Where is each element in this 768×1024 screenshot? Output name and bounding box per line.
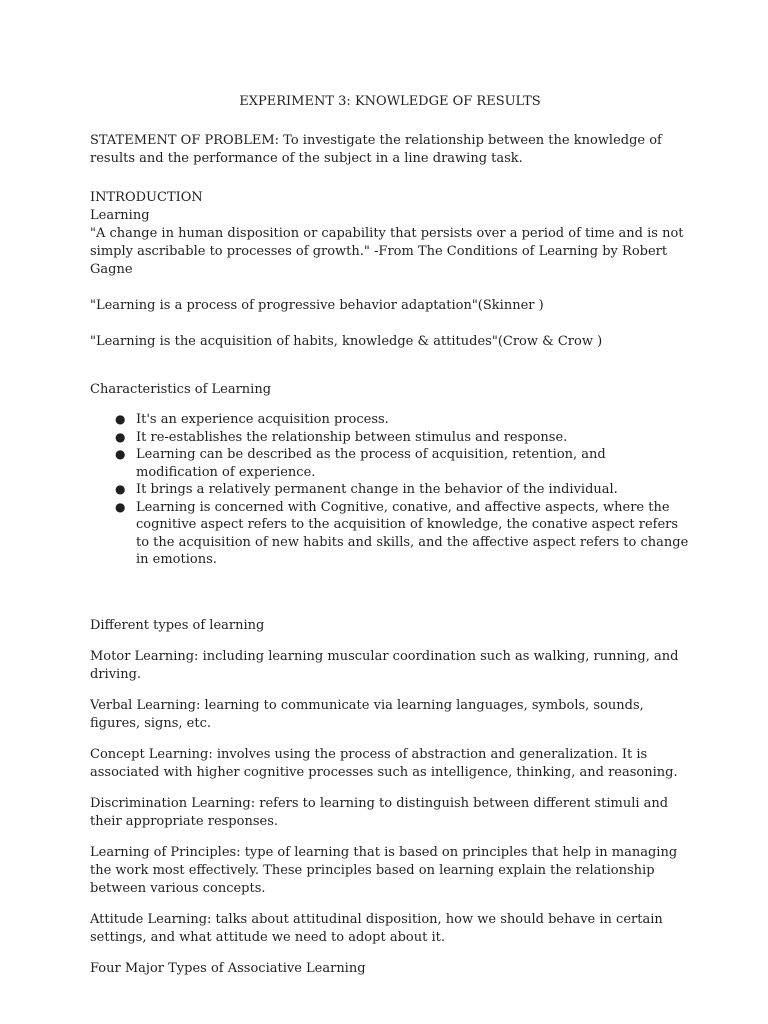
characteristics-list <box>90 411 690 569</box>
learning-subheading: Learning <box>90 208 150 223</box>
document-page <box>90 93 690 978</box>
list-item: ● Learning can be described as the process of acquisition, retention, and modification of experience. <box>115 447 606 480</box>
statement-of-problem: STATEMENT OF PROBLEM: To investigate the relationship between the knowledge of results and the performance of the subject in a line drawing task. <box>90 133 662 166</box>
bullet-icon: ● <box>115 482 126 496</box>
discrimination-learning-paragraph: Discrimination Learning: refers to learning to distinguish between different stimuli and their appropriate responses. <box>90 795 669 829</box>
attitude-learning-paragraph: Attitude Learning: talks about attitudinal disposition, how we should behave in certain settings, and what attitude we need to adopt about it. <box>90 911 663 945</box>
list-item: ● It's an experience acquisition process. <box>115 412 389 427</box>
bullet-icon: ● <box>115 429 126 444</box>
skinner-quote: "Learning is a process of progressive behavior adaptation"(Skinner ) <box>90 298 544 313</box>
bullet-icon: ● <box>115 499 126 514</box>
motor-learning-paragraph: Motor Learning: including learning muscular coordination such as walking, running, and driving. <box>90 648 679 682</box>
concept-learning-paragraph: Concept Learning: involves using the process of abstraction and generalization. It is associated with higher cognitive processes such as intelligence, thinking, and reasoning. <box>90 746 678 780</box>
types-heading: Different types of learning <box>90 617 265 633</box>
bullet-icon: ● <box>115 447 126 461</box>
document-title: EXPERIMENT 3: KNOWLEDGE OF RESULTS <box>239 94 541 109</box>
gagne-quote: "A change in human disposition or capability that persists over a period of time and is not simply ascribable to processes of growth." -From The Conditions of Learning by Robert Gagne <box>90 226 684 277</box>
associative-learning-heading: Four Major Types of Associative Learning <box>90 960 366 976</box>
crow-quote: "Learning is the acquisition of habits, knowledge & attitudes"(Crow & Crow ) <box>90 334 603 349</box>
list-item: ● Learning is concerned with Cognitive, conative, and affective aspects, where the cognitive aspect refers to the acquisition of knowledge, the conative aspect refers to the acquisition of new habits and skills, and the affective aspect refers to change in emotions. <box>115 499 689 567</box>
characteristics-heading: Characteristics of Learning <box>90 382 272 397</box>
verbal-learning-paragraph: Verbal Learning: learning to communicate via learning languages, symbols, sounds, figures, signs, etc. <box>90 697 644 731</box>
bullet-icon: ● <box>115 412 126 426</box>
introduction-heading: INTRODUCTION <box>90 190 203 205</box>
principles-learning-paragraph: Learning of Principles: type of learning that is based on principles that help in managing the work most effectively. These principles based on learning explain the relationship between various concepts. <box>90 844 678 896</box>
list-item: ● It re-establishes the relationship between stimulus and response. <box>115 429 568 445</box>
list-item: ● It brings a relatively permanent change in the behavior of the individual. <box>115 482 618 497</box>
